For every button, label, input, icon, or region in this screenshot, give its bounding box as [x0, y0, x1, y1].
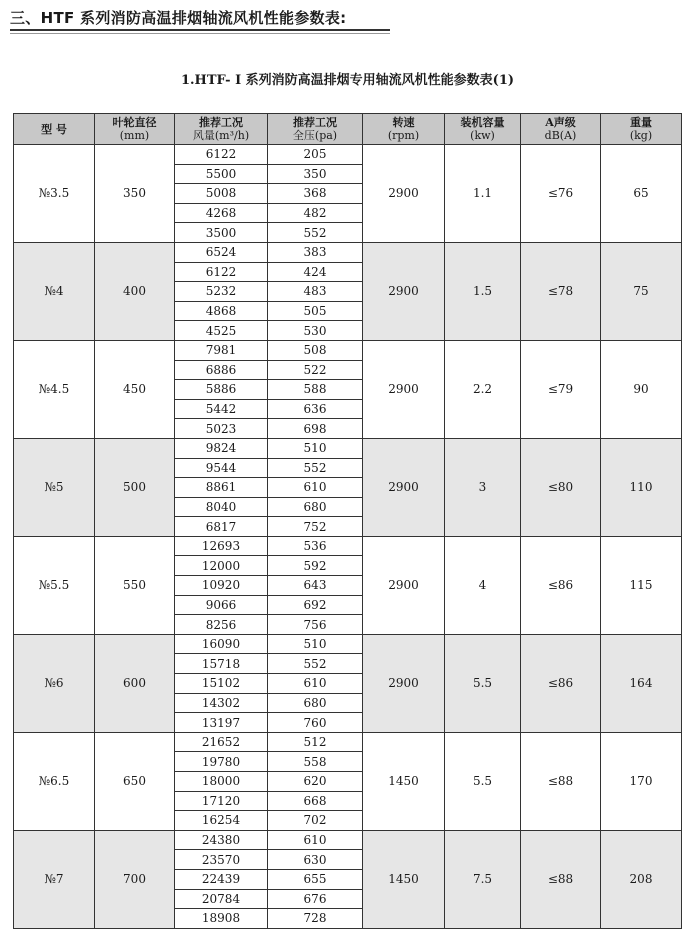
diameter-cell: 350: [95, 145, 175, 243]
pressure-cell: 752: [268, 517, 363, 537]
pressure-cell: 630: [268, 850, 363, 870]
diameter-cell: 700: [95, 830, 175, 928]
airflow-cell: 4268: [175, 203, 268, 223]
airflow-cell: 5500: [175, 164, 268, 184]
noise-cell: ≤76: [521, 145, 601, 243]
header-model: 型 号: [14, 114, 95, 145]
weight-cell: 65: [601, 145, 682, 243]
table-body: [14, 145, 682, 929]
airflow-cell: 9066: [175, 595, 268, 615]
table-title: 1.HTF- I 系列消防高温排烟专用轴流风机性能参数表(1): [180, 73, 515, 88]
speed-cell: 2900: [363, 242, 445, 340]
pressure-cell: 592: [268, 556, 363, 576]
pressure-cell: 510: [268, 634, 363, 654]
power-cell: 1.1: [445, 145, 521, 243]
pressure-cell: 558: [268, 752, 363, 772]
pressure-cell: 530: [268, 321, 363, 341]
pressure-cell: 655: [268, 869, 363, 889]
table-row: [14, 145, 682, 165]
table-row: [14, 634, 682, 654]
pressure-cell: 512: [268, 732, 363, 752]
airflow-cell: 21652: [175, 732, 268, 752]
speed-cell: 2900: [363, 145, 445, 243]
model-cell: №6: [14, 634, 95, 732]
diameter-cell: 500: [95, 438, 175, 536]
noise-cell: ≤78: [521, 242, 601, 340]
pressure-cell: 424: [268, 262, 363, 282]
diameter-cell: 550: [95, 536, 175, 634]
pressure-cell: 536: [268, 536, 363, 556]
header-noise: A声级 dB(A): [521, 114, 601, 145]
pressure-cell: 702: [268, 811, 363, 831]
pressure-cell: 636: [268, 399, 363, 419]
airflow-cell: 22439: [175, 869, 268, 889]
power-cell: 4: [445, 536, 521, 634]
power-cell: 5.5: [445, 732, 521, 830]
airflow-cell: 8861: [175, 478, 268, 498]
table-row: [14, 830, 682, 850]
pressure-cell: 552: [268, 223, 363, 243]
power-cell: 5.5: [445, 634, 521, 732]
pressure-cell: 610: [268, 830, 363, 850]
airflow-cell: 15102: [175, 674, 268, 694]
weight-cell: 164: [601, 634, 682, 732]
pressure-cell: 728: [268, 909, 363, 929]
model-cell: №5: [14, 438, 95, 536]
airflow-cell: 6122: [175, 145, 268, 165]
power-cell: 1.5: [445, 242, 521, 340]
title-underline-thin: [10, 33, 390, 34]
pressure-cell: 668: [268, 791, 363, 811]
diameter-cell: 400: [95, 242, 175, 340]
noise-cell: ≤88: [521, 732, 601, 830]
airflow-cell: 6122: [175, 262, 268, 282]
airflow-cell: 5023: [175, 419, 268, 439]
header-diameter: 叶轮直径 (mm): [95, 114, 175, 145]
speed-cell: 1450: [363, 732, 445, 830]
pressure-cell: 505: [268, 301, 363, 321]
table-row: [14, 536, 682, 556]
airflow-cell: 18908: [175, 909, 268, 929]
pressure-cell: 483: [268, 282, 363, 302]
header-power: 装机容量 (kw): [445, 114, 521, 145]
diameter-cell: 650: [95, 732, 175, 830]
noise-cell: ≤86: [521, 536, 601, 634]
pressure-cell: 510: [268, 438, 363, 458]
power-cell: 2.2: [445, 340, 521, 438]
table-row: [14, 340, 682, 360]
airflow-cell: 6817: [175, 517, 268, 537]
pressure-cell: 698: [268, 419, 363, 439]
pressure-cell: 368: [268, 184, 363, 204]
speed-cell: 2900: [363, 438, 445, 536]
pressure-cell: 552: [268, 654, 363, 674]
airflow-cell: 19780: [175, 752, 268, 772]
weight-cell: 90: [601, 340, 682, 438]
pressure-cell: 205: [268, 145, 363, 165]
airflow-cell: 17120: [175, 791, 268, 811]
model-cell: №4.5: [14, 340, 95, 438]
airflow-cell: 24380: [175, 830, 268, 850]
airflow-cell: 4525: [175, 321, 268, 341]
pressure-cell: 692: [268, 595, 363, 615]
pressure-cell: 610: [268, 478, 363, 498]
airflow-cell: 14302: [175, 693, 268, 713]
diameter-cell: 450: [95, 340, 175, 438]
airflow-cell: 7981: [175, 340, 268, 360]
airflow-cell: 5442: [175, 399, 268, 419]
airflow-cell: 8040: [175, 497, 268, 517]
title-underline: [10, 29, 390, 31]
header-row: [14, 114, 682, 145]
weight-cell: 115: [601, 536, 682, 634]
airflow-cell: 23570: [175, 850, 268, 870]
pressure-cell: 552: [268, 458, 363, 478]
airflow-cell: 6886: [175, 360, 268, 380]
airflow-cell: 15718: [175, 654, 268, 674]
header-pressure: 推荐工况 全压(pa): [268, 114, 363, 145]
weight-cell: 208: [601, 830, 682, 928]
table-row: [14, 242, 682, 262]
pressure-cell: 610: [268, 674, 363, 694]
noise-cell: ≤86: [521, 634, 601, 732]
airflow-cell: 5886: [175, 380, 268, 400]
table-row: [14, 732, 682, 752]
noise-cell: ≤80: [521, 438, 601, 536]
pressure-cell: 482: [268, 203, 363, 223]
airflow-cell: 5232: [175, 282, 268, 302]
pressure-cell: 522: [268, 360, 363, 380]
power-cell: 7.5: [445, 830, 521, 928]
airflow-cell: 16090: [175, 634, 268, 654]
airflow-cell: 9544: [175, 458, 268, 478]
airflow-cell: 4868: [175, 301, 268, 321]
airflow-cell: 10920: [175, 576, 268, 596]
model-cell: №3.5: [14, 145, 95, 243]
airflow-cell: 20784: [175, 889, 268, 909]
airflow-cell: 9824: [175, 438, 268, 458]
airflow-cell: 8256: [175, 615, 268, 635]
airflow-cell: 18000: [175, 772, 268, 792]
speed-cell: 2900: [363, 340, 445, 438]
fan-spec-table: [13, 113, 682, 929]
pressure-cell: 680: [268, 693, 363, 713]
section-title: 三、HTF 系列消防高温排烟轴流风机性能参数表:: [10, 9, 347, 27]
weight-cell: 110: [601, 438, 682, 536]
airflow-cell: 6524: [175, 242, 268, 262]
model-cell: №6.5: [14, 732, 95, 830]
pressure-cell: 760: [268, 713, 363, 733]
header-speed: 转速 (rpm): [363, 114, 445, 145]
pressure-cell: 588: [268, 380, 363, 400]
model-cell: №4: [14, 242, 95, 340]
weight-cell: 170: [601, 732, 682, 830]
pressure-cell: 643: [268, 576, 363, 596]
speed-cell: 2900: [363, 536, 445, 634]
pressure-cell: 383: [268, 242, 363, 262]
table-row: [14, 438, 682, 458]
power-cell: 3: [445, 438, 521, 536]
noise-cell: ≤88: [521, 830, 601, 928]
airflow-cell: 16254: [175, 811, 268, 831]
pressure-cell: 676: [268, 889, 363, 909]
speed-cell: 1450: [363, 830, 445, 928]
speed-cell: 2900: [363, 634, 445, 732]
pressure-cell: 680: [268, 497, 363, 517]
airflow-cell: 13197: [175, 713, 268, 733]
pressure-cell: 508: [268, 340, 363, 360]
pressure-cell: 756: [268, 615, 363, 635]
weight-cell: 75: [601, 242, 682, 340]
table-header: [14, 114, 682, 145]
header-weight: 重量 (kg): [601, 114, 682, 145]
pressure-cell: 620: [268, 772, 363, 792]
header-airflow: 推荐工况 风量(m³/h): [175, 114, 268, 145]
diameter-cell: 600: [95, 634, 175, 732]
airflow-cell: 12693: [175, 536, 268, 556]
model-cell: №7: [14, 830, 95, 928]
airflow-cell: 12000: [175, 556, 268, 576]
model-cell: №5.5: [14, 536, 95, 634]
airflow-cell: 5008: [175, 184, 268, 204]
airflow-cell: 3500: [175, 223, 268, 243]
pressure-cell: 350: [268, 164, 363, 184]
noise-cell: ≤79: [521, 340, 601, 438]
